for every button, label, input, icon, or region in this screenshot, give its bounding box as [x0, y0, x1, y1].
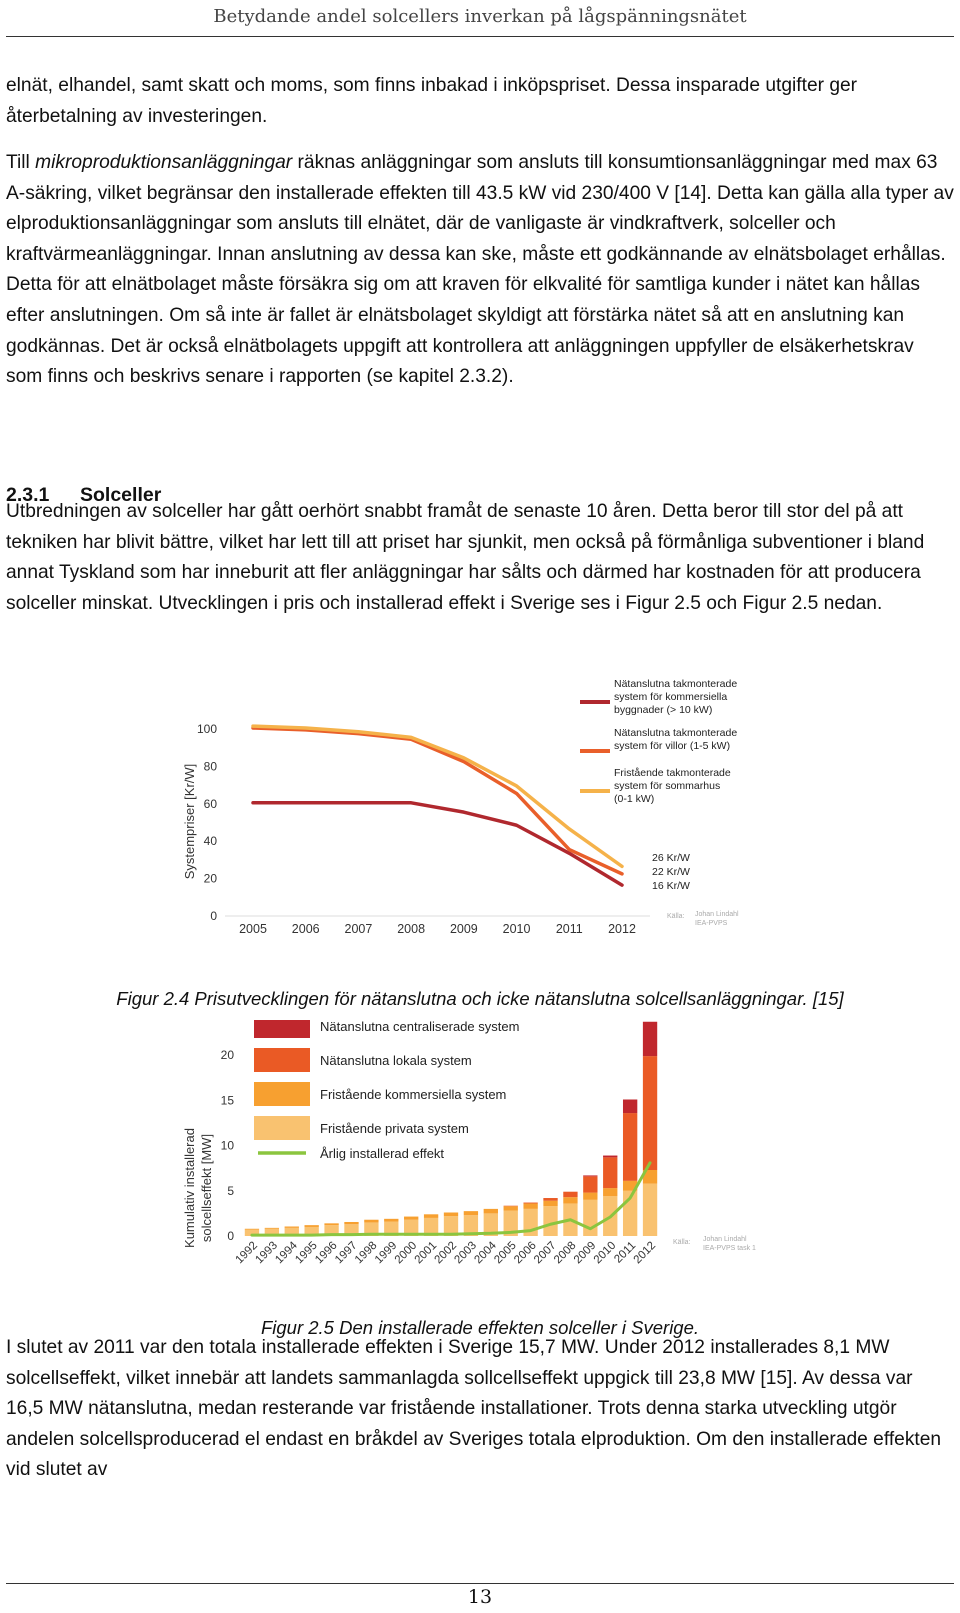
- running-header: Betydande andel solcellers inverkan på lågspänningsnätet: [213, 6, 747, 27]
- bar-segment: [603, 1188, 617, 1196]
- page-number: 13: [467, 1586, 493, 1608]
- legend-text: Fristående privata system: [320, 1121, 469, 1136]
- legend-text: system för sommarhus: [614, 780, 721, 792]
- y-tick-label: 15: [220, 1093, 234, 1108]
- source-org: IEA-PVPS: [695, 920, 728, 927]
- legend-text: Nätanslutna takmonterade: [614, 678, 738, 690]
- y-tick-label: 0: [227, 1229, 234, 1243]
- bar-segment: [344, 1222, 358, 1224]
- paragraph-2-lead: Till: [6, 152, 36, 173]
- x-tick-label: 1999: [372, 1239, 400, 1267]
- x-tick-label: 1992: [233, 1239, 261, 1267]
- bar-segment: [285, 1227, 299, 1228]
- legend-swatch: [254, 1082, 310, 1106]
- bar-segment: [583, 1200, 597, 1236]
- y-axis-label: Kumulativ installerad: [182, 1128, 197, 1248]
- x-tick-label: 1995: [293, 1239, 320, 1267]
- legend-text: byggnader (> 10 kW): [614, 704, 713, 716]
- bar-segment: [583, 1193, 597, 1200]
- bar-segment: [543, 1198, 557, 1201]
- bar-segment: [484, 1209, 498, 1214]
- bar-segment: [583, 1175, 597, 1176]
- x-tick-label: 2003: [452, 1239, 480, 1267]
- x-tick-label: 1993: [253, 1239, 280, 1267]
- legend-text: Nätanslutna takmonterade: [614, 727, 738, 739]
- legend-text: Årlig installerad effekt: [320, 1146, 445, 1161]
- x-tick-label: 1994: [273, 1239, 300, 1267]
- y-tick-label: 5: [227, 1183, 234, 1198]
- x-tick-label: 2009: [449, 922, 478, 936]
- x-tick-label: 2005: [239, 922, 267, 936]
- end-value-label: 16 Kr/W: [652, 880, 690, 892]
- bar-segment: [305, 1225, 319, 1227]
- legend-text: system för villor (1-5 kW): [614, 740, 731, 752]
- bar-segment: [643, 1184, 657, 1236]
- x-tick-label: 1996: [313, 1239, 340, 1267]
- legend-swatch: [254, 1020, 310, 1038]
- legend-text: Nätanslutna centraliserade system: [320, 1020, 520, 1034]
- bar-segment: [543, 1201, 557, 1206]
- x-tick-label: 2008: [397, 922, 426, 936]
- source-org: IEA-PVPS task 1: [703, 1245, 756, 1252]
- figure-2-5-caption: Figur 2.5 Den installerade effekten solceller i Sverige.: [260, 1317, 700, 1338]
- x-tick-label: 2004: [472, 1239, 499, 1267]
- y-axis-label: solcellseffekt [MW]: [199, 1133, 214, 1243]
- bar-segment: [245, 1229, 259, 1230]
- bar-segment: [364, 1220, 378, 1223]
- bar-segment: [583, 1176, 597, 1192]
- x-tick-label: 1998: [352, 1239, 380, 1267]
- footer-rule: [6, 1583, 954, 1584]
- legend-swatch: [254, 1048, 310, 1072]
- x-tick-label: 2011: [612, 1239, 639, 1266]
- x-tick-label: 2010: [591, 1239, 619, 1267]
- paragraph-2-rest: räknas anläggningar som ansluts till konsumtionsanläggningar med max 63 A-säkring, vilket begränsar den installerade effekten till 43.5 kW vid 230/400 V [14]. Detta kan gälla alla typer av elproduktionsanläggningar som ansluts till elnätet, där de vanligaste är vindkraftverk, solceller och kraftvärmeanläggningar. Innan anslutning av dessa kan ske, måste ett godkännande av elnätsbolaget erhållas. Detta för att elnätbolaget måste försäkra sig om att kraven för elkvalité för samtliga kunder i nätet kan hållas efter anslutningen. Om så inte är fallet är elnätsbolaget skyldigt att förstärka nätet så att en anslutning kan godkännas. Det är också elnätbolagets uppgift att kontrollera att anläggningen uppfyller de elsäkerhetskrav som finns och beskrivs senare i rapporten (se kapitel 2.3.2).: [6, 152, 954, 388]
- x-tick-label: 2012: [608, 922, 636, 936]
- price-line-chart: [170, 660, 780, 965]
- x-tick-label: 2007: [532, 1239, 559, 1267]
- paragraph-2: [6, 148, 954, 393]
- y-tick-label: 100: [196, 722, 217, 736]
- bar-segment: [504, 1206, 518, 1207]
- y-tick-label: 80: [203, 759, 217, 774]
- legend-swatch: [254, 1116, 310, 1140]
- paragraph-2-term: mikroproduktionsanläggningar: [35, 152, 293, 173]
- paragraph-3: [6, 497, 954, 619]
- x-tick-label: 2012: [631, 1239, 659, 1267]
- source-label: Källa:: [673, 1239, 691, 1246]
- header-rule: [6, 36, 954, 37]
- section-title: Solceller: [80, 484, 162, 506]
- x-tick-label: 2005: [492, 1239, 519, 1267]
- bar-segment: [424, 1214, 438, 1218]
- bar-segment: [623, 1099, 637, 1113]
- legend-text: Fristående takmonterade: [614, 767, 731, 779]
- bar-segment: [444, 1212, 458, 1216]
- section-number: 2.3.1: [6, 484, 50, 506]
- legend-text: (0-1 kW): [614, 793, 655, 805]
- bar-segment: [563, 1197, 577, 1203]
- figure-2-4-caption: Figur 2.4 Prisutvecklingen för nätanslutna och icke nätanslutna solcellsanläggningar. [15]: [116, 988, 844, 1009]
- x-tick-label: 1997: [333, 1239, 360, 1267]
- paragraph-1-text: elnät, elhandel, samt skatt och moms, som finns inbakad i inköpspriset. Dessa insparade utgifter ger återbetalning av investeringen.: [6, 75, 858, 127]
- bar-segment: [265, 1228, 279, 1229]
- bar-segment: [643, 1022, 657, 1056]
- end-value-label: 26 Kr/W: [652, 852, 690, 864]
- paragraph-4-text: I slutet av 2011 var den totala installerade effekten i Sverige 15,7 MW. Under 2012 installerades 8,1 MW solcellseffekt, vilket innebär att landets sammanlagda sollcellseffekt uppgick till 23,8 MW [15]. Av dessa var 16,5 MW nätanslutna, medan resterande var fristående installationer. Trots denna starka utveckling utgör andelen solcellsproducerad el endast en bråkdel av Sveriges totala elproduktion. Om den installerade effekten vid slutet av: [6, 1337, 942, 1481]
- legend-text: Fristående kommersiella system: [320, 1087, 507, 1102]
- x-tick-label: 2010: [502, 922, 531, 936]
- x-tick-label: 2001: [412, 1239, 440, 1267]
- x-tick-label: 2009: [571, 1239, 599, 1267]
- x-tick-label: 2007: [344, 922, 373, 936]
- x-tick-label: 2006: [512, 1239, 539, 1267]
- x-tick-label: 2006: [291, 922, 320, 936]
- paragraph-1: [6, 71, 954, 132]
- x-tick-label: 2000: [392, 1239, 420, 1267]
- bar-segment: [464, 1211, 478, 1215]
- x-tick-label: 2008: [551, 1239, 579, 1267]
- y-tick-label: 0: [210, 909, 217, 923]
- x-tick-label: 2011: [555, 922, 583, 936]
- y-tick-label: 10: [220, 1138, 234, 1153]
- paragraph-4: [6, 1333, 954, 1486]
- paragraph-3-text: Utbredningen av solceller har gått oerhört snabbt framåt de senaste 10 åren. Detta beror till stor del på att tekniken har blivit bättre, vilket har lett till att priset har sjunkit, men också på förmånliga subventioner i bland annat Tyskland som har inneburit att fler anläggningar har sålts och därmed har kostnaden för att producera solceller minskat. Utvecklingen i pris och installerad effekt i Sverige ses i Figur 2.5 och Figur 2.5 nedan.: [6, 501, 925, 614]
- y-tick-label: 60: [203, 796, 217, 811]
- bar-segment: [543, 1206, 557, 1236]
- source-author: Johan Lindahl: [703, 1236, 747, 1243]
- bar-segment: [603, 1157, 617, 1188]
- bar-segment: [603, 1156, 617, 1158]
- bar-segment: [384, 1219, 398, 1222]
- y-tick-label: 40: [203, 834, 217, 849]
- legend-text: Nätanslutna lokala system: [320, 1053, 472, 1068]
- bar-segment: [563, 1192, 577, 1197]
- source-label: Källa:: [667, 913, 685, 920]
- bar-segment: [504, 1206, 518, 1211]
- x-tick-label: 2002: [432, 1239, 460, 1267]
- y-tick-label: 20: [203, 871, 217, 886]
- bar-segment: [404, 1217, 418, 1220]
- y-tick-label: 20: [220, 1048, 234, 1063]
- bar-segment: [523, 1203, 537, 1204]
- installed-capacity-bar-chart: [180, 1020, 780, 1310]
- bar-segment: [643, 1056, 657, 1170]
- bar-segment: [523, 1203, 537, 1208]
- end-value-label: 22 Kr/W: [652, 866, 690, 878]
- series-line-1: [253, 803, 622, 885]
- bar-segment: [324, 1223, 338, 1225]
- source-author: Johan Lindahl: [695, 911, 739, 918]
- y-axis-label: Systempriser [Kr/W]: [182, 763, 197, 880]
- legend-text: system för kommersiella: [614, 691, 728, 703]
- bar-segment: [623, 1113, 637, 1181]
